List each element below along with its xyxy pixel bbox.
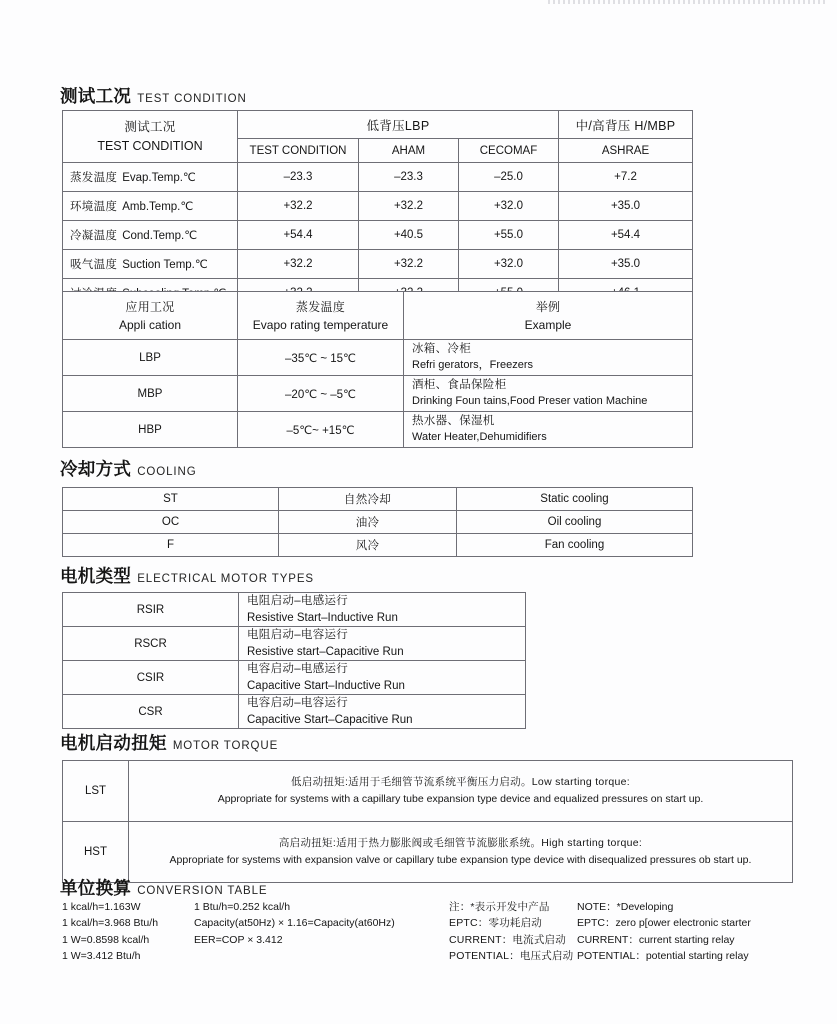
cell-temperature-range: –20℃ ~ –5℃ [238, 376, 404, 412]
row-label-en: Amb.Temp.℃ [122, 201, 194, 213]
cell-value: +54.4 [559, 221, 693, 250]
cell-cooling-cn: 风冷 [279, 534, 457, 557]
section-heading-en: TEST CONDITION [137, 93, 247, 105]
note-line: POTENTIAL：电压式启动 [449, 949, 574, 962]
application-table [62, 291, 693, 448]
cell-torque-description [129, 822, 793, 883]
cell-value: +40.5 [359, 221, 459, 250]
row-label-en: Suction Temp.℃ [122, 259, 208, 271]
cell-example [404, 340, 693, 376]
row-label-cn: 环境温度 [70, 201, 118, 213]
stub-header-cn: 测试工况 [124, 120, 176, 135]
cell-value: +32.2 [359, 192, 459, 221]
header-cn: 蒸发温度 [295, 299, 346, 314]
conversion-line: 1 W=3.412 Btu/h [62, 949, 141, 962]
motor-desc-en: Capacitive Start–Capacitive Run [247, 713, 413, 726]
conversion-column-formulas [194, 899, 395, 948]
cell-temperature-range: –35℃ ~ 15℃ [238, 340, 404, 376]
cell-value: –25.0 [459, 163, 559, 192]
row-label-en: Cond.Temp.℃ [122, 230, 198, 242]
row-label-en: Evap.Temp.℃ [122, 172, 196, 184]
header-en: Example [524, 317, 572, 332]
cell-value: –23.3 [238, 163, 359, 192]
top-edge-scan-artifact [548, 0, 828, 4]
section-heading-motor-torque [60, 735, 278, 753]
conversion-line: 1 Btu/h=0.252 kcal/h [194, 901, 291, 913]
cell-motor-description [239, 593, 526, 627]
note-line: EPTC：zero p[ower electronic starter [577, 917, 751, 930]
cell-cooling-cn: 油冷 [279, 511, 457, 534]
torque-desc-line1: 低启动扭矩:适用于毛细管节流系统平衡压力启动。Low starting torque: [290, 776, 631, 789]
cell-value: +32.2 [238, 192, 359, 221]
subheader-cecomaf: CECOMAF [459, 139, 559, 163]
table-header-row [63, 292, 693, 340]
cell-motor-code: CSIR [63, 661, 239, 695]
table-row [63, 221, 693, 250]
conversion-column-metric [62, 899, 158, 964]
example-cn: 冰箱、冷柜 [412, 343, 471, 356]
cell-application-code: HBP [63, 412, 238, 448]
cell-value: +54.4 [238, 221, 359, 250]
row-label-amb-temp [63, 192, 238, 221]
cell-value: +32.2 [238, 250, 359, 279]
motor-desc-en: Capacitive Start–Inductive Run [247, 679, 405, 692]
stub-header-en: TEST CONDITION [97, 138, 203, 153]
conversion-line: EER=COP × 3.412 [194, 933, 283, 946]
example-en: Refri gerators，Freezers [412, 358, 534, 371]
header-evaporating-temperature [238, 292, 404, 340]
example-cn: 酒柜、食品保险柜 [412, 379, 507, 392]
header-cn: 应用工况 [125, 299, 175, 314]
section-heading-test-condition [60, 88, 247, 106]
cell-value: +7.2 [559, 163, 693, 192]
table-row [63, 534, 693, 557]
section-heading-cn: 电机启动扭矩 [60, 733, 167, 753]
test-condition-table [62, 110, 693, 308]
cell-application-code: MBP [63, 376, 238, 412]
note-line: POTENTIAL：potential starting relay [577, 949, 749, 962]
section-heading-cn: 电机类型 [60, 566, 132, 586]
header-example [404, 292, 693, 340]
example-en: Drinking Foun tains,Food Preser vation Machine [412, 394, 648, 407]
table-row [63, 511, 693, 534]
subheader-ashrae: ASHRAE [559, 139, 693, 163]
row-label-cn: 吸气温度 [70, 259, 118, 271]
cell-example [404, 376, 693, 412]
group-header-hmbp: 中/高背压 H/MBP [559, 111, 693, 139]
cell-torque-code: HST [63, 822, 129, 883]
example-cn: 热水器、保湿机 [412, 415, 495, 428]
section-heading-cn: 测试工况 [60, 86, 132, 106]
table-row [63, 593, 526, 627]
motor-torque-table [62, 760, 793, 883]
table-row [63, 822, 793, 883]
cell-cooling-cn: 自然冷却 [279, 488, 457, 511]
note-line: 注：*表示开发中产品 [449, 901, 550, 913]
notes-column-cn [449, 899, 573, 964]
group-header-lbp: 低背压LBP [238, 111, 559, 139]
section-heading-en: ELECTRICAL MOTOR TYPES [137, 573, 314, 585]
cell-cooling-en: Fan cooling [457, 534, 693, 557]
table-row [63, 192, 693, 221]
conversion-line: 1 W=0.8598 kcal/h [62, 933, 150, 946]
example-en: Water Heater,Dehumidifiers [412, 430, 547, 443]
cell-temperature-range: –5℃~ +15℃ [238, 412, 404, 448]
table-row [63, 761, 793, 822]
table-header-row-top [63, 111, 693, 139]
cell-cooling-code: OC [63, 511, 279, 534]
conversion-line: 1 kcal/h=1.163W [62, 901, 141, 913]
subheader-aham: AHAM [359, 139, 459, 163]
motor-desc-en: Resistive Start–Inductive Run [247, 611, 398, 624]
row-label-cond-temp [63, 221, 238, 250]
row-label-cn: 蒸发温度 [70, 172, 118, 184]
torque-desc-line2: Appropriate for systems with expansion valve or capillary tube expansion type device with disequalized pressures ob start up. [169, 854, 752, 866]
cell-cooling-code: ST [63, 488, 279, 511]
header-en: Appli cation [118, 317, 182, 332]
cell-motor-description [239, 695, 526, 729]
note-line: EPTC：零功耗启动 [449, 917, 543, 930]
header-application [63, 292, 238, 340]
motor-types-table [62, 592, 526, 729]
table-row [63, 627, 526, 661]
row-label-cn: 冷凝温度 [70, 230, 118, 242]
table-row [63, 376, 693, 412]
torque-desc-line1: 高启动扭矩:适用于热力膨胀阀或毛细管节流膨胀系统。High starting torque: [278, 837, 643, 850]
header-cn: 举例 [535, 299, 561, 314]
section-heading-cn: 单位换算 [60, 878, 132, 898]
cell-example [404, 412, 693, 448]
motor-desc-cn: 电阻启动–电容运行 [247, 629, 349, 642]
torque-desc-line2: Appropriate for systems with a capillary tube expansion type device and equalized pressures on start up. [217, 793, 704, 805]
cell-value: +32.2 [359, 250, 459, 279]
cooling-table [62, 487, 693, 557]
conversion-line: 1 kcal/h=3.968 Btu/h [62, 917, 159, 930]
section-heading-motor-types [60, 568, 314, 586]
cell-motor-description [239, 627, 526, 661]
section-heading-en: MOTOR TORQUE [172, 740, 279, 752]
cell-cooling-en: Static cooling [457, 488, 693, 511]
note-line: CURRENT：电流式启动 [449, 933, 566, 946]
motor-desc-cn: 电容启动–电感运行 [247, 663, 349, 676]
row-label-suction-temp [63, 250, 238, 279]
table-row [63, 163, 693, 192]
table-row [63, 661, 526, 695]
section-heading-en: COOLING [137, 466, 197, 478]
motor-desc-en: Resistive start–Capacitive Run [247, 645, 404, 658]
motor-desc-cn: 电阻启动–电感运行 [247, 595, 349, 608]
cell-value: +55.0 [459, 221, 559, 250]
cell-value: –23.3 [359, 163, 459, 192]
table-row [63, 695, 526, 729]
cell-value: +32.0 [459, 192, 559, 221]
conversion-line: Capacity(at50Hz) × 1.16=Capacity(at60Hz) [194, 917, 395, 930]
cell-cooling-code: F [63, 534, 279, 557]
note-line: NOTE：*Developing [577, 901, 674, 913]
section-heading-cn: 冷却方式 [60, 459, 132, 479]
cell-motor-code: RSCR [63, 627, 239, 661]
table-row [63, 250, 693, 279]
cell-torque-description [129, 761, 793, 822]
cell-motor-code: RSIR [63, 593, 239, 627]
header-en: Evapo rating temperature [252, 317, 389, 332]
table-row [63, 340, 693, 376]
cell-value: +32.0 [459, 250, 559, 279]
section-heading-cooling [60, 461, 197, 479]
stub-header-cell [63, 111, 238, 163]
section-heading-en: CONVERSION TABLE [137, 885, 268, 897]
cell-value: +35.0 [559, 192, 693, 221]
table-row [63, 488, 693, 511]
row-label-evap-temp [63, 163, 238, 192]
cell-motor-code: CSR [63, 695, 239, 729]
subheader-test-condition: TEST CONDITION [238, 139, 359, 163]
table-row [63, 412, 693, 448]
section-heading-conversion [60, 880, 268, 898]
cell-motor-description [239, 661, 526, 695]
motor-desc-cn: 电容启动–电容运行 [247, 697, 349, 710]
notes-column-en [577, 899, 751, 964]
cell-application-code: LBP [63, 340, 238, 376]
note-line: CURRENT：current starting relay [577, 933, 735, 946]
cell-torque-code: LST [63, 761, 129, 822]
cell-cooling-en: Oil cooling [457, 511, 693, 534]
cell-value: +35.0 [559, 250, 693, 279]
